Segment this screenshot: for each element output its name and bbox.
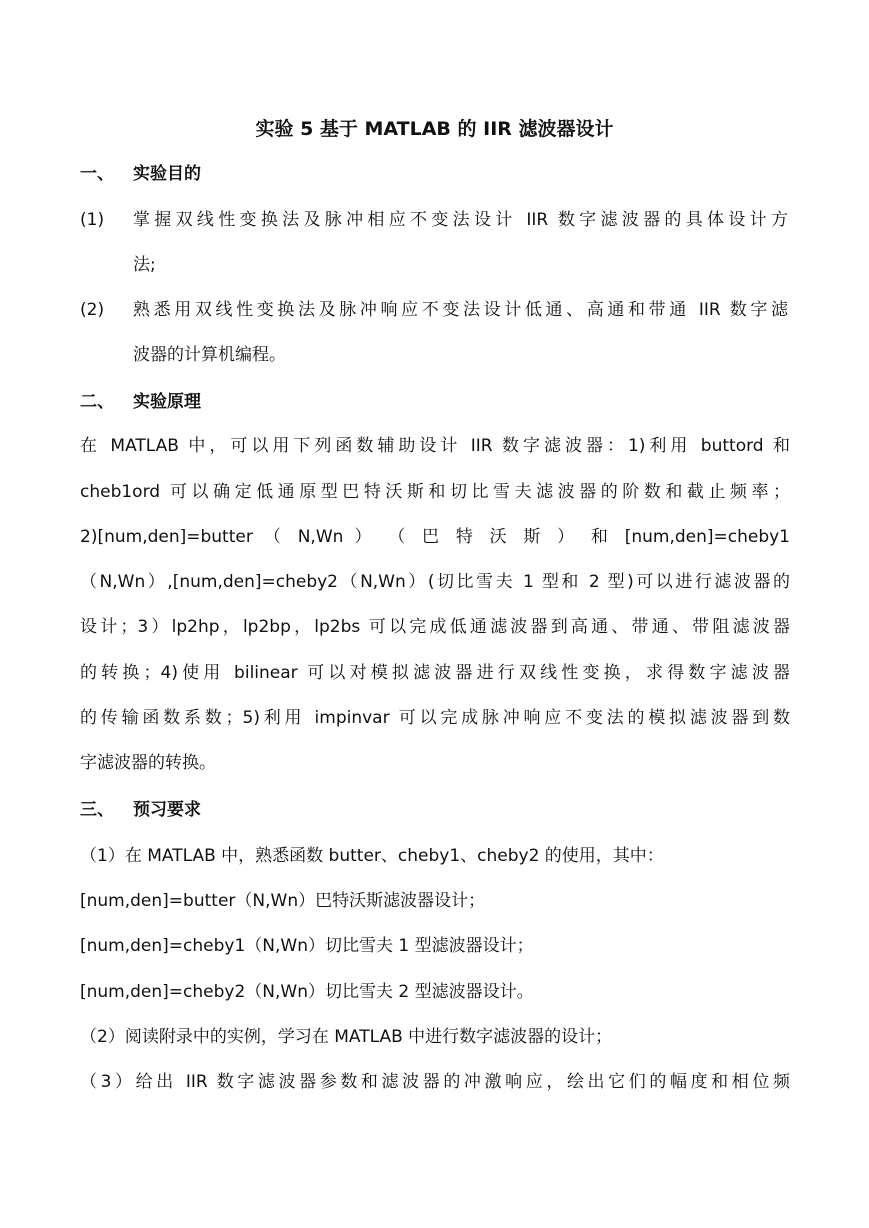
section-title: 实验原理 bbox=[133, 392, 201, 412]
paragraph-line: 在 MATLAB 中，可以用下列函数辅助设计 IIR 数字滤波器：1)利用 buttord 和 bbox=[80, 436, 790, 456]
paragraph-line: （2）阅读附录中的实例，学习在 MATLAB 中进行数字滤波器的设计； bbox=[80, 1027, 613, 1047]
paragraph-line: （3）给出 IIR 数字滤波器参数和滤波器的冲激响应，绘出它们的幅度和相位频 bbox=[80, 1072, 790, 1092]
section-title: 实验目的 bbox=[133, 164, 201, 184]
list-number: (1) bbox=[80, 210, 105, 230]
document-title: 实验 5 基于 MATLAB 的 IIR 滤波器设计 bbox=[255, 118, 614, 140]
section-number: 二、 bbox=[80, 392, 114, 412]
paragraph-line: 的传输函数系数；5)利用 impinvar 可以完成脉冲响应不变法的模拟滤波器到数 bbox=[80, 708, 790, 728]
list-item-text: 掌握双线性变换法及脉冲相应不变法设计 IIR 数字滤波器的具体设计方 bbox=[133, 210, 788, 230]
section-title: 预习要求 bbox=[133, 800, 201, 820]
section-heading-preview bbox=[80, 796, 201, 824]
section-number: 一、 bbox=[80, 164, 114, 184]
section-heading-principle bbox=[80, 388, 201, 416]
paragraph-line: （N,Wn）,[num,den]=cheby2（N,Wn）(切比雪夫 1 型和 2 型)可以进行滤波器的 bbox=[80, 572, 790, 592]
paragraph-line: [num,den]=cheby1（N,Wn）切比雪夫 1 型滤波器设计； bbox=[80, 936, 534, 956]
list-number: (2) bbox=[80, 300, 105, 320]
list-item-text: 法; bbox=[133, 255, 156, 275]
paragraph-line: 设计；3）lp2hp，lp2bp，lp2bs 可以完成低通滤波器到高通、带通、带阻滤波器 bbox=[80, 617, 790, 637]
list-item-text: 熟悉用双线性变换法及脉冲响应不变法设计低通、高通和带通 IIR 数字滤 bbox=[133, 300, 788, 320]
paragraph-line: 的转换；4)使用 bilinear 可以对模拟滤波器进行双线性变换，求得数字滤波器 bbox=[80, 663, 790, 683]
paragraph-line: 2)[num,den]=butter （ N,Wn ） （ 巴 特 沃 斯 ） 和 [num,den]=cheby1 bbox=[80, 527, 790, 547]
section-number: 三、 bbox=[80, 800, 114, 820]
paragraph-line: [num,den]=butter（N,Wn）巴特沃斯滤波器设计； bbox=[80, 891, 486, 911]
paragraph-line: 字滤波器的转换。 bbox=[80, 753, 216, 773]
paragraph-line: [num,den]=cheby2（N,Wn）切比雪夫 2 型滤波器设计。 bbox=[80, 982, 534, 1002]
list-item-text: 波器的计算机编程。 bbox=[133, 345, 286, 365]
section-heading-purpose bbox=[80, 160, 201, 188]
paragraph-line: （1）在 MATLAB 中，熟悉函数 butter、cheby1、cheby2 的使用，其中： bbox=[80, 846, 664, 866]
paragraph-line: cheb1ord 可以确定低通原型巴特沃斯和切比雪夫滤波器的阶数和截止频率； bbox=[80, 482, 790, 502]
